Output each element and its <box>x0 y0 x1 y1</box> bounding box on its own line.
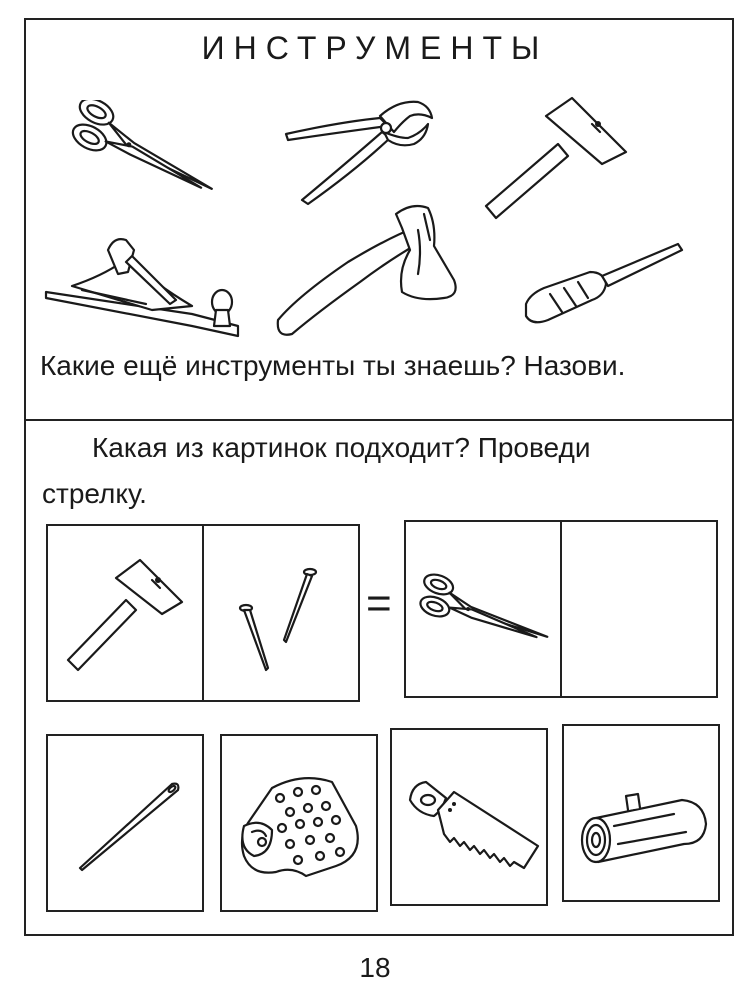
needle-icon <box>68 776 186 876</box>
hammer-icon <box>480 94 630 224</box>
analogy-box-empty[interactable] <box>560 520 718 698</box>
section-divider <box>24 419 734 421</box>
log-icon <box>574 782 714 872</box>
analogy-box-hammer <box>46 524 204 702</box>
scissors-icon <box>414 572 556 652</box>
page-title: ИНСТРУМЕНТЫ <box>201 30 549 66</box>
option-box-log[interactable] <box>562 724 720 902</box>
analogy-box-scissors <box>404 520 562 698</box>
option-box-needle[interactable] <box>46 734 204 912</box>
page-number: 18 <box>359 952 391 983</box>
question-match-line1: Какая из картинок подходит? Проведи <box>92 432 591 463</box>
option-box-saw[interactable] <box>390 728 548 906</box>
scissors-icon <box>62 100 224 200</box>
screwdriver-icon <box>520 238 690 330</box>
option-box-fabric[interactable] <box>220 734 378 912</box>
question-match-line2: стрелку. <box>42 478 147 509</box>
hammer-icon <box>62 548 186 678</box>
axe-icon <box>268 200 468 340</box>
equals-sign: = <box>366 579 392 628</box>
hand-plane-icon <box>42 232 242 340</box>
pliers-icon <box>280 92 440 207</box>
fabric-icon <box>232 766 372 890</box>
nails-icon <box>232 562 332 682</box>
analogy-box-nails <box>202 524 360 702</box>
saw-icon <box>402 770 546 874</box>
question-other-tools: Какие ещё инструменты ты знаешь? Назови. <box>40 350 626 381</box>
